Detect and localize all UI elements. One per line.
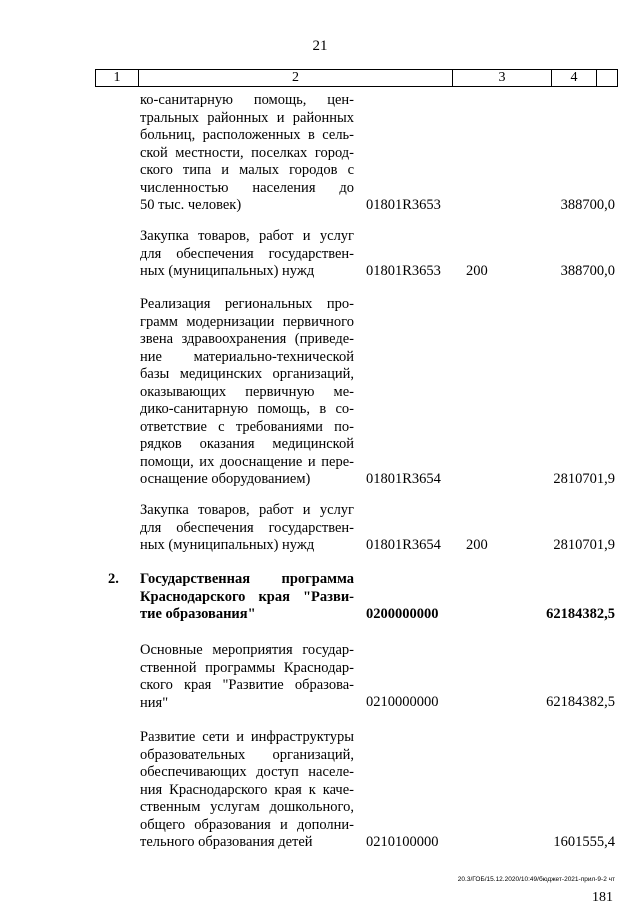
row-sum: 62184382,5: [546, 606, 615, 622]
row-type: 200: [466, 263, 488, 279]
row-description: Основные мероприятия государ- ственной программы Краснодар- ского края "Развитие образова- ния": [140, 642, 354, 711]
row-description: Закупка товаров, работ и услуг для обеспечения государствен- ных (муниципальных) нужд: [140, 502, 354, 553]
row-number: 2.: [108, 571, 119, 587]
row-sum: 62184382,5: [546, 694, 615, 710]
row-sum: 2810701,9: [553, 537, 615, 553]
row-code: 01801R3654: [366, 537, 441, 553]
row-code: 01801R3653: [366, 197, 441, 213]
row-description: Развитие сети и инфраструктуры образовательных организаций, обеспечивающих доступ населе- ния Краснодарского края к каче- ственным услугам дошкольного, общего образования и дополни- тельного образования детей: [140, 729, 354, 850]
page-number-bottom: 181: [592, 890, 613, 905]
row-code: 0210100000: [366, 834, 439, 850]
header-col-2: 2: [292, 70, 299, 85]
row-description: Закупка товаров, работ и услуг для обеспечения государствен- ных (муниципальных) нужд: [140, 228, 354, 279]
row-description: Реализация региональных про- грамм модернизации первичного звена здравоохранения (приведе- ние материально-технической базы медицинских организаций, оказывающих первичную ме- дико-санитарную помощь, в со- ответствие с требованиями по- рядков оказания медицинской помощи, их дооснащение и пере- оснащение оборудованием): [140, 296, 354, 487]
header-col-3: 3: [498, 70, 506, 85]
header-col-4: 4: [570, 70, 578, 85]
row-sum: 1601555,4: [553, 834, 615, 850]
header-divider: [596, 70, 597, 86]
row-sum: 388700,0: [560, 197, 615, 213]
page-number-top: 21: [312, 38, 328, 54]
row-sum: 2810701,9: [553, 471, 615, 487]
footer-stamp: 20.3/ГОБ/15.12.2020/10:49/бюджет-2021-прил-9-2 чт: [457, 876, 615, 883]
row-code: 0210000000: [366, 694, 439, 710]
row-code: 01801R3654: [366, 471, 441, 487]
row-description: Государственная программа Краснодарского края "Разви- тие образования": [140, 571, 354, 622]
row-code: 01801R3653: [366, 263, 441, 279]
table-header: [95, 69, 618, 87]
row-description: ко-санитарную помощь, цен- тральных районных и районных больниц, расположенных в сель- ской местности, поселках город- ского типа и малых городов с численностью населения до 50 тыс. человек): [140, 92, 354, 213]
row-code: 0200000000: [366, 606, 439, 622]
row-sum: 388700,0: [560, 263, 615, 279]
header-col-1: 1: [113, 70, 121, 85]
row-type: 200: [466, 537, 488, 553]
